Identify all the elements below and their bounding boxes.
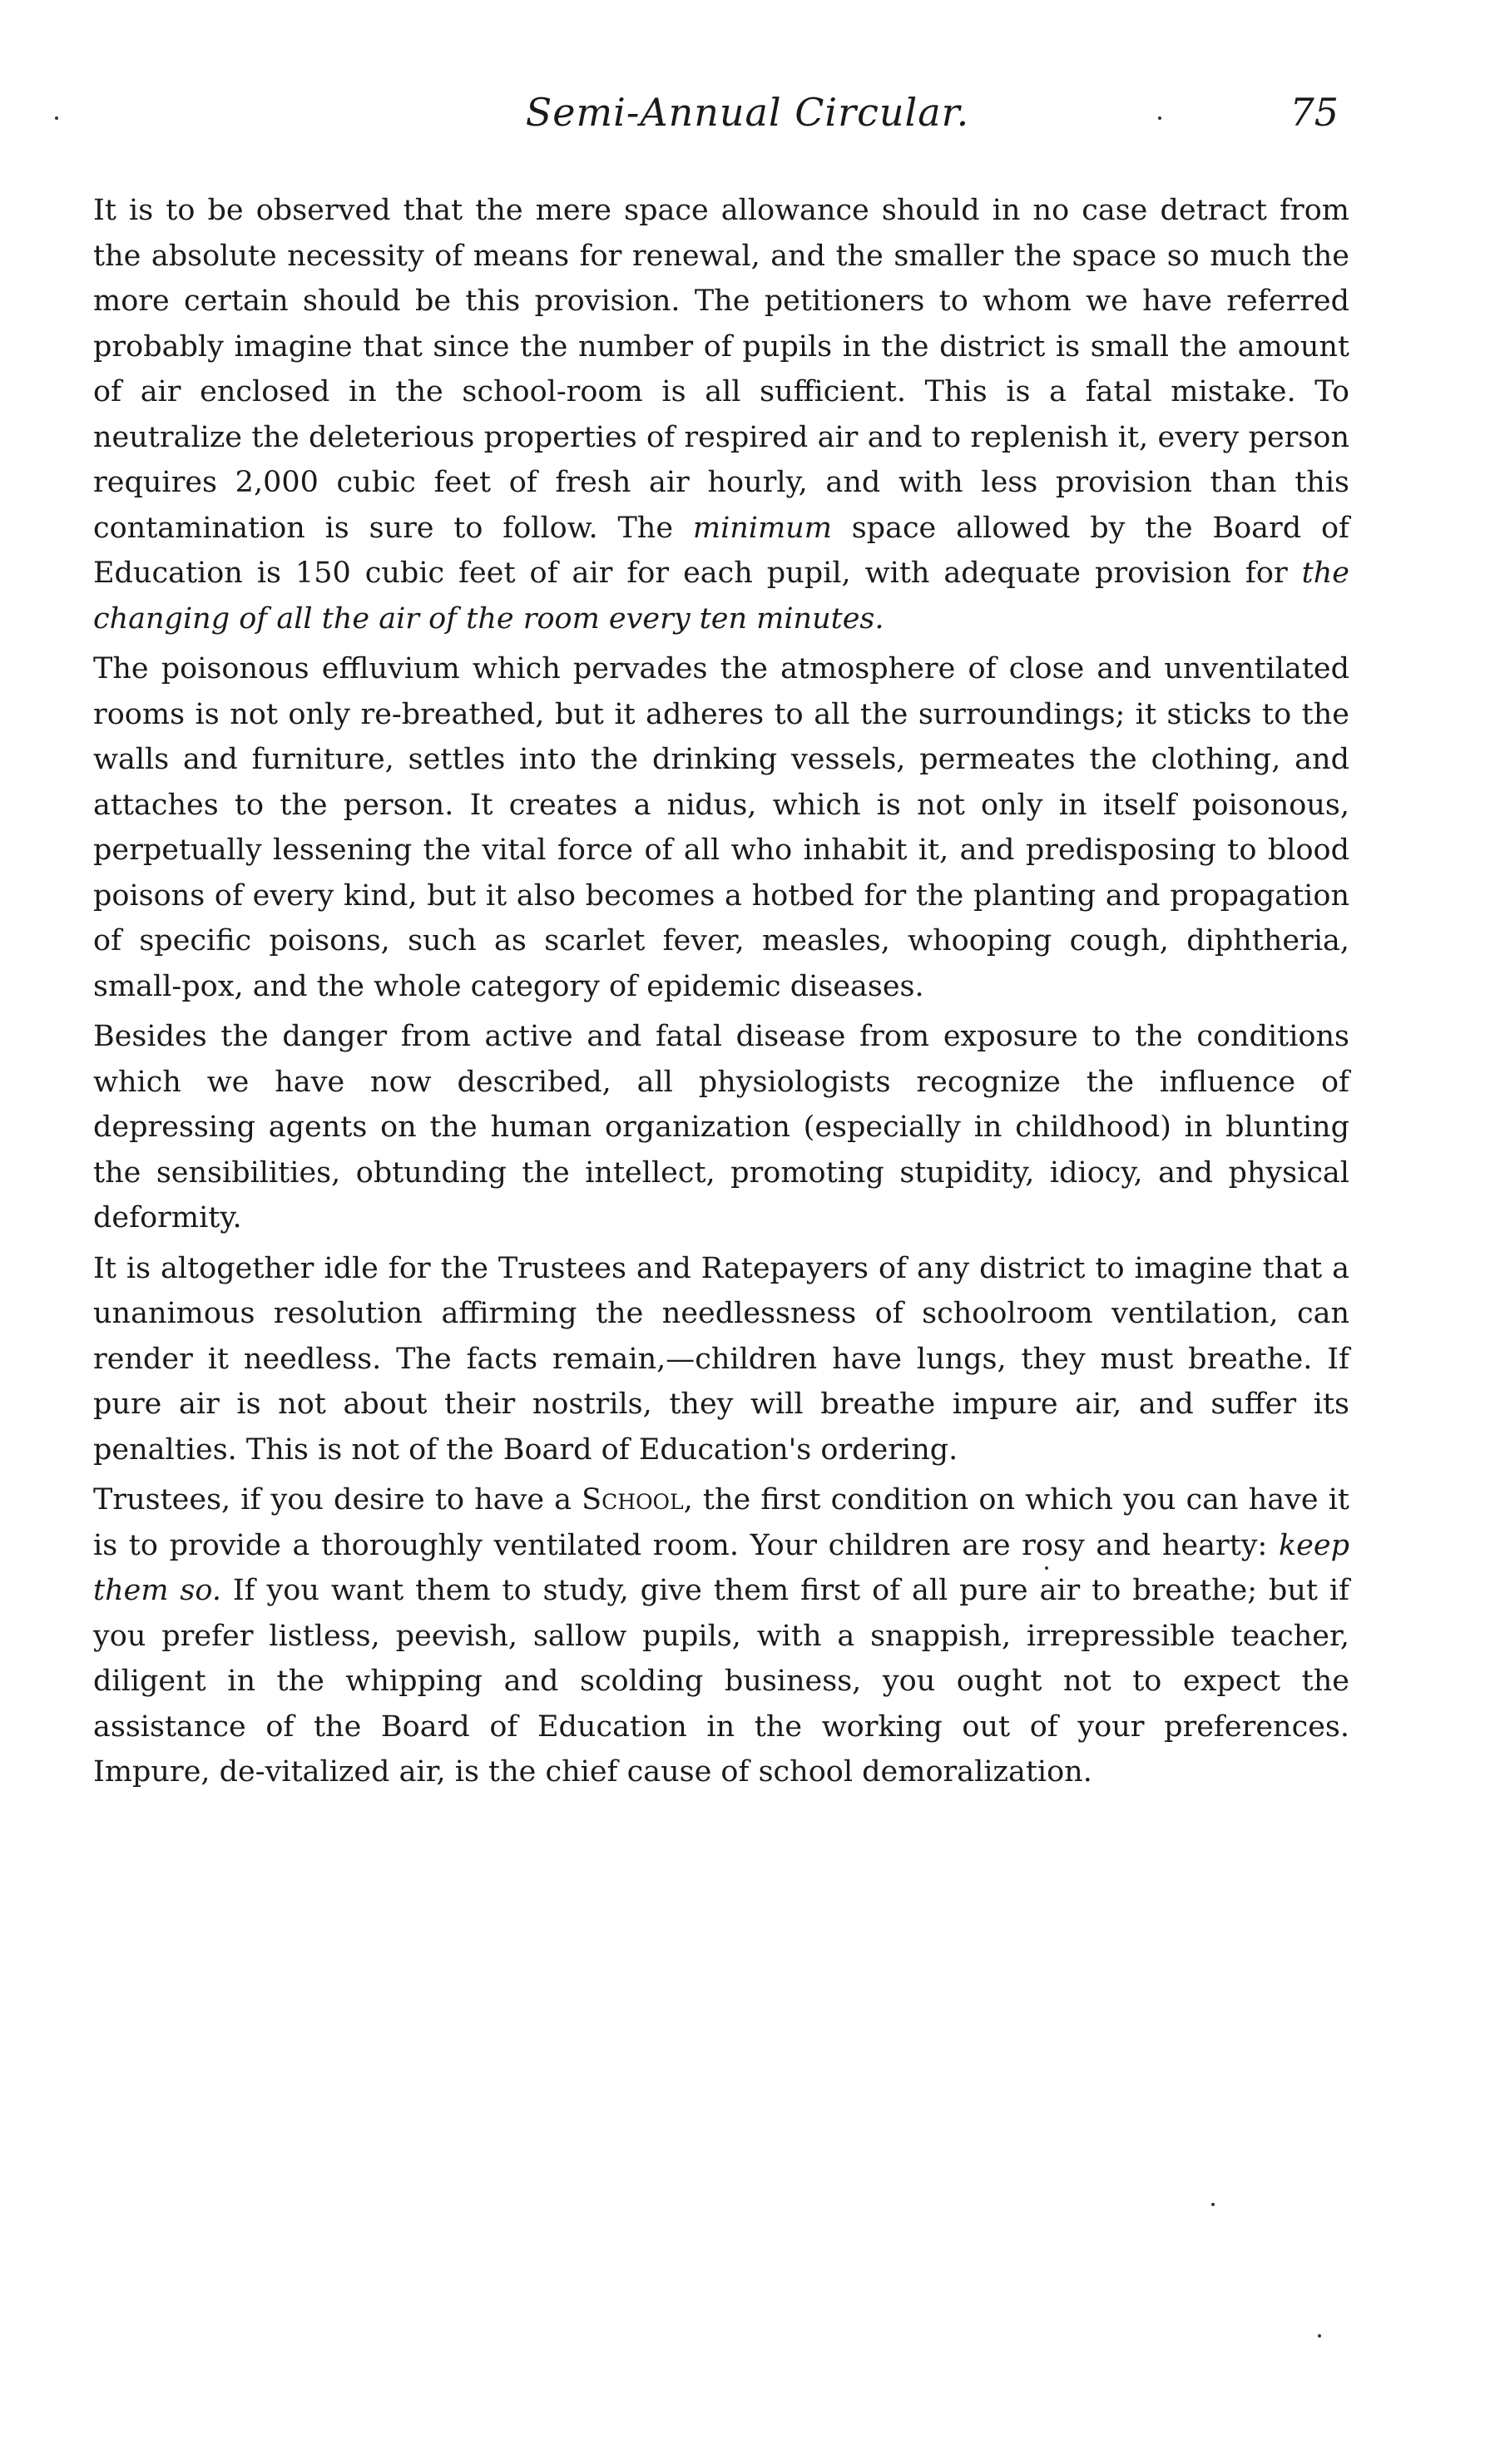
scan-speck — [1158, 116, 1161, 120]
paragraph-3: Besides the danger from active and fatal disease from exposure to the conditions which we have now described, all physiologists recognize the influence of depressing agents on the human organization (especially in childhood) in blunting the sensibilities, obtunding the intellect, promoting stupidity, idiocy, and physical deformity. — [93, 1020, 1349, 1234]
running-title: Semi-Annual Circular. — [525, 90, 970, 135]
scan-speck — [1211, 2203, 1215, 2206]
paragraph-5-text-a: Trustees, if you desire to have a — [93, 1483, 582, 1516]
body-text — [93, 188, 1349, 1800]
running-head — [0, 90, 1495, 148]
paragraph-1 — [93, 188, 1349, 641]
paragraph-5-text-c: If you want them to study, give them first of all pure air to breathe; but if you prefer listless, peevish, sallow pupils, with a snappish, irrepressible teacher, diligent in the whipping and scolding business, you ought not to expect the assistance of the Board of Education in the working out of your preferences. Impure, de-vitalized air, is the chief cause of school demoralization. — [93, 1574, 1349, 1789]
paragraph-1-text-b: space allowed by the Board of Education is 150 cubic feet of air for each pupil, with adequate provision for — [93, 511, 1349, 590]
paragraph-2: The poisonous effluvium which pervades the atmosphere of close and unventilated rooms is not only re-breathed, but it adheres to all the surroundings; it sticks to the walls and furniture, settles into the drinking vessels, permeates the clothing, and attaches to the person. It creates a nidus, which is not only in itself poisonous, perpetually lessening the vital force of all who inhabit it, and predisposing to blood poisons of every kind, but it also becomes a hotbed for the planting and propagation of specific poisons, such as scarlet fever, measles, whooping cough, diphtheria, small-pox, and the whole category of epidemic diseases. — [93, 652, 1349, 1003]
paragraph-5 — [93, 1477, 1349, 1795]
scan-speck — [1045, 1566, 1048, 1570]
paragraph-1-emphasis-changing: the changing of all the air of the room every ten minutes. — [93, 557, 1349, 636]
paragraph-1-emphasis-minimum: minimum — [692, 511, 832, 545]
scan-speck — [55, 116, 58, 120]
paragraph-5-text-b: , the first condition on which you can have it is to provide a thoroughly ventilated room. Your children are rosy and hearty: — [93, 1483, 1349, 1562]
paragraph-1-text-a: It is to be observed that the mere space allowance should in no case detract from the absolute necessity of means for renewal, and the smaller the space so much the more certain should be this provision. The petitioners to whom we have referred probably imagine that since the number of pupils in the district is small the amount of air enclosed in the school-room is all sufficient. This is a fatal mistake. To neutralize the deleterious properties of respired air and to replenish it, every person requires 2,000 cubic feet of fresh air hourly, and with less provision than this contamination is sure to follow. The — [93, 194, 1349, 545]
page-number: 75 — [1290, 90, 1339, 135]
scan-speck — [1318, 2334, 1321, 2338]
paragraph-5-emphasis-keep: keep them so. — [93, 1528, 1349, 1607]
paragraph-5-small-caps-school: School — [582, 1483, 684, 1516]
paragraph-4: It is altogether idle for the Trustees and Ratepayers of any district to imagine that a unanimous resolution affirming the needlessness of schoolroom ventilation, can render it needless. The facts remain,—children have lungs, they must breathe. If pure air is not about their nostrils, they will breathe impure air, and suffer its penalties. This is not of the Board of Education's ordering. — [93, 1251, 1349, 1467]
